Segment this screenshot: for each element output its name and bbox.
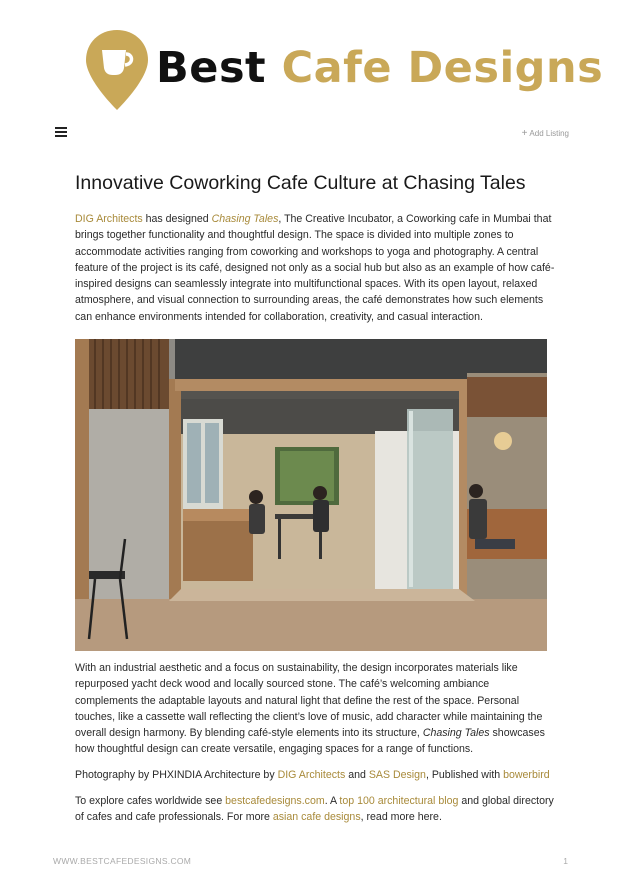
top-100-blog-link[interactable]: top 100 architectural blog — [339, 795, 459, 807]
article-title: Innovative Coworking Cafe Culture at Chasing Tales — [75, 172, 526, 194]
brand-name-part1: Best — [156, 43, 267, 93]
dig-architects-link[interactable]: DIG Architects — [277, 769, 346, 781]
page-number: 1 — [563, 856, 568, 866]
explore-paragraph: To explore cafes worldwide see bestcafedesigns.com. A top 100 architectural blog and global directory of cafes and cafe professionals. For more asian cafe designs, read more here. — [75, 795, 554, 824]
bowerbird-link[interactable]: bowerbird — [503, 769, 550, 781]
asian-cafe-designs-link[interactable]: asian cafe designs — [272, 811, 361, 824]
hamburger-icon[interactable] — [55, 127, 67, 137]
bestcafedesigns-link[interactable]: bestcafedesigns.com — [225, 795, 325, 807]
site-logo[interactable] — [84, 28, 604, 114]
footer-site-url[interactable]: WWW.BESTCAFEDESIGNS.COM — [53, 856, 192, 866]
add-listing-label: Add Listing — [529, 129, 569, 138]
brand-name-part2: Cafe Designs — [281, 43, 604, 93]
cup-in-map-pin-icon — [84, 28, 150, 112]
plus-icon: + — [521, 128, 528, 139]
project-link[interactable]: Chasing Tales — [211, 213, 279, 225]
brand-name — [156, 38, 603, 98]
cafe-interior-photo — [75, 339, 547, 651]
sas-design-link[interactable]: SAS Design — [368, 769, 426, 781]
project-name: Chasing Tales — [422, 727, 490, 740]
architect-link[interactable]: DIG Architects — [75, 213, 143, 225]
intro-paragraph: DIG Architects has designed Chasing Tales, The Creative Incubator, a Coworking cafe in Mumbai that brings together functionality and thoughtful design. The space is divided into multiple zones to accommodate activities ranging from coworking and workshops to yoga and photography. A central feature of the project is its café, designed not only as a social hub but also as an example of how café-inspired designs can seamlessly integrate into multifunctional spaces. With its open layout, relaxed atmosphere, and visual connection to surrounding areas, the café demonstrates how such elements can enhance environments intended for collaboration, creativity, and casual interaction. — [75, 213, 555, 323]
credits-paragraph: Photography by PHXINDIA Architecture by DIG Architects and SAS Design, Published with bowerbird — [75, 769, 550, 781]
design-paragraph: With an industrial aesthetic and a focus on sustainability, the design incorporates materials like repurposed yacht deck wood and locally sourced stone. The café’s welcoming ambiance complements the adaptable layouts and natural light that define the rest of the space. Personal touches, like a cassette wall reflecting the client’s love of music, add character while maintaining the overall design harmony. By blending café-style elements into its structure, Chasing Tales showcases how thoughtful design can create versatile, engaging spaces for a range of functions. — [75, 662, 545, 756]
add-listing-link[interactable] — [522, 128, 569, 139]
